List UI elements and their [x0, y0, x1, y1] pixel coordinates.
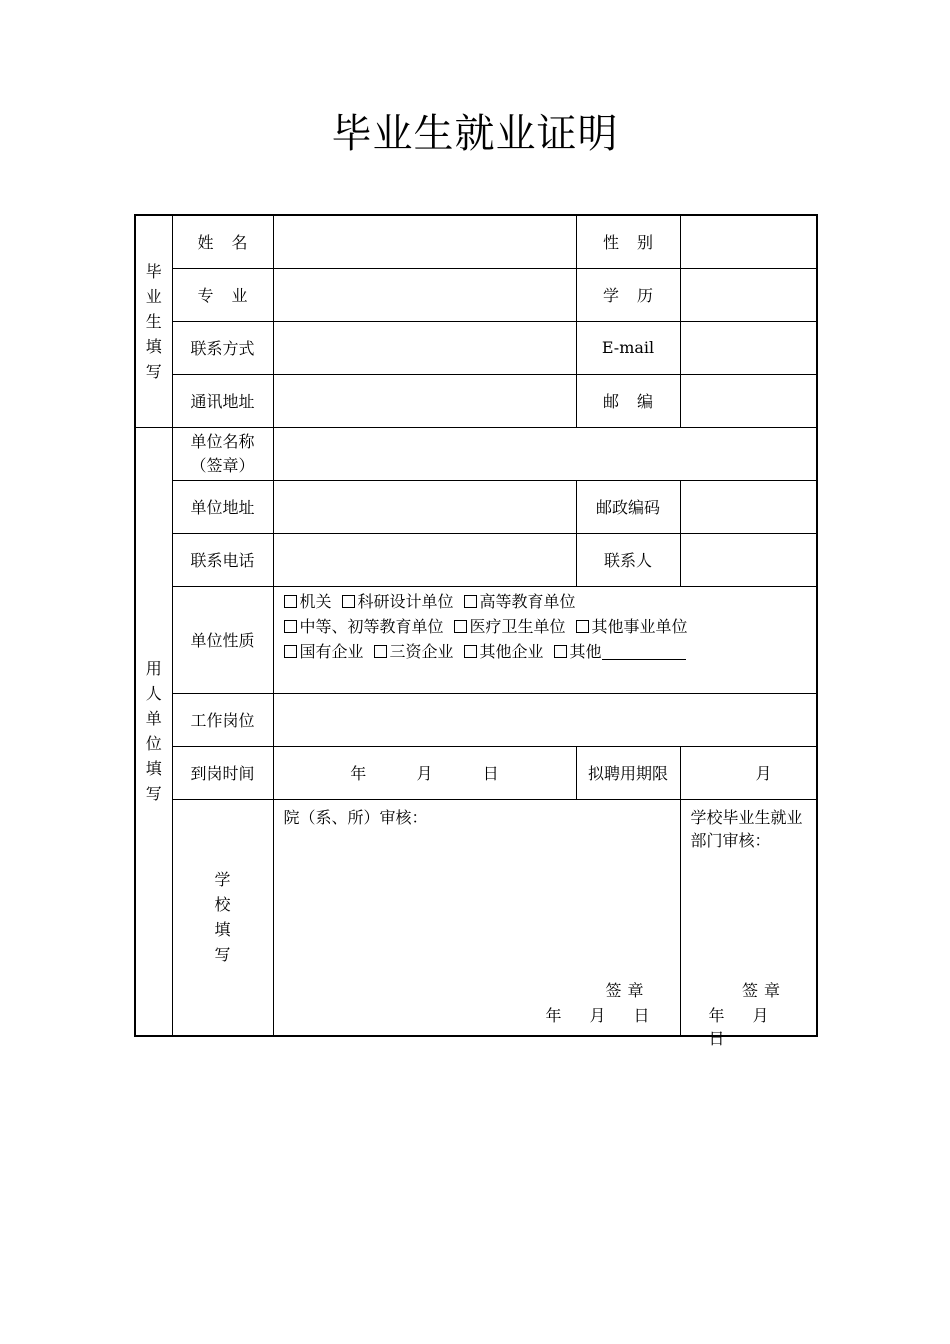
employment-certificate-form: [134, 214, 818, 1048]
input-contact-person[interactable]: [680, 533, 817, 586]
checkbox-option[interactable]: 高等教育单位: [464, 592, 576, 611]
label-contact: 联系方式: [172, 321, 273, 374]
checkbox-option[interactable]: 医疗卫生单位: [454, 617, 566, 636]
label-degree: 学历: [576, 268, 680, 321]
checkbox-icon: [342, 595, 355, 608]
nature-row-2: [284, 614, 809, 639]
input-unit-postcode[interactable]: [680, 480, 817, 533]
input-gender[interactable]: [680, 215, 817, 268]
checkbox-option[interactable]: 机关: [284, 592, 332, 611]
input-contract-period[interactable]: 月: [680, 746, 817, 799]
checkbox-option[interactable]: 其他企业: [464, 642, 544, 661]
label-position: 工作岗位: [172, 693, 273, 746]
checkbox-icon: [374, 645, 387, 658]
input-start-date[interactable]: [273, 746, 576, 799]
checkbox-option[interactable]: 中等、初等教育单位: [284, 617, 444, 636]
section-school: 学 校 填 写: [172, 799, 273, 1036]
checkbox-icon: [284, 620, 297, 633]
checkbox-icon: [576, 620, 589, 633]
checkbox-option[interactable]: 国有企业: [284, 642, 364, 661]
checkbox-icon: [464, 645, 477, 658]
nature-row-1: [284, 589, 809, 614]
label-start-date: 到岗时间: [172, 746, 273, 799]
checkbox-option[interactable]: 三资企业: [374, 642, 454, 661]
page-title: 毕业生就业证明: [331, 111, 619, 157]
label-contact-person: 联系人: [576, 533, 680, 586]
career-review-date: 年 月日: [708, 1005, 769, 1048]
date-month: 月: [416, 764, 433, 783]
checkbox-icon: [464, 595, 477, 608]
checkbox-icon: [284, 595, 297, 608]
input-contact[interactable]: [273, 321, 576, 374]
other-blank-line[interactable]: [602, 643, 686, 660]
input-unit-address[interactable]: [273, 480, 576, 533]
input-email[interactable]: [680, 321, 817, 374]
date-year: 年: [350, 764, 367, 783]
input-unit-name[interactable]: [273, 427, 817, 480]
input-major[interactable]: [273, 268, 576, 321]
checkbox-icon: [284, 645, 297, 658]
label-major: 专业: [172, 268, 273, 321]
label-unit-address: 单位地址: [172, 480, 273, 533]
checkbox-icon: [454, 620, 467, 633]
label-phone: 联系电话: [172, 533, 273, 586]
input-phone[interactable]: [273, 533, 576, 586]
date-day: 日: [482, 764, 499, 783]
checkbox-option[interactable]: 科研设计单位: [342, 592, 454, 611]
career-review-box[interactable]: [680, 799, 817, 1048]
label-email: E-mail: [576, 321, 680, 374]
label-address: 通讯地址: [172, 374, 273, 427]
label-contract-period: 拟聘用期限: [576, 746, 680, 799]
dept-seal-label: 签章: [605, 980, 650, 1000]
input-address[interactable]: [273, 374, 576, 427]
label-postcode: 邮编: [576, 374, 680, 427]
label-name: 姓名: [172, 215, 273, 268]
unit-nature-options: [273, 586, 817, 693]
dept-review-box[interactable]: [273, 799, 680, 1036]
career-review-label: 学校毕业生就业部门审核：: [690, 807, 803, 850]
dept-review-label: 院（系、所）审核：: [283, 807, 428, 827]
career-seal-label: 签章: [741, 980, 786, 1000]
checkbox-option[interactable]: 其他事业单位: [576, 617, 688, 636]
label-gender: 性别: [576, 215, 680, 268]
label-unit-name: 单位名称 （签章）: [172, 427, 273, 480]
label-unit-nature: 单位性质: [172, 586, 273, 693]
label-unit-postcode: 邮政编码: [576, 480, 680, 533]
checkbox-icon: [554, 645, 567, 658]
checkbox-option[interactable]: 其他: [554, 642, 686, 661]
input-name[interactable]: [273, 215, 576, 268]
section-graduate: 毕 业 生 填 写: [135, 215, 172, 427]
input-degree[interactable]: [680, 268, 817, 321]
section-employer: 用 人 单 位 填 写: [135, 427, 172, 1036]
nature-row-3: [284, 639, 809, 664]
input-postcode[interactable]: [680, 374, 817, 427]
dept-review-date: 年 月 日: [545, 1005, 650, 1025]
input-position[interactable]: [273, 693, 817, 746]
